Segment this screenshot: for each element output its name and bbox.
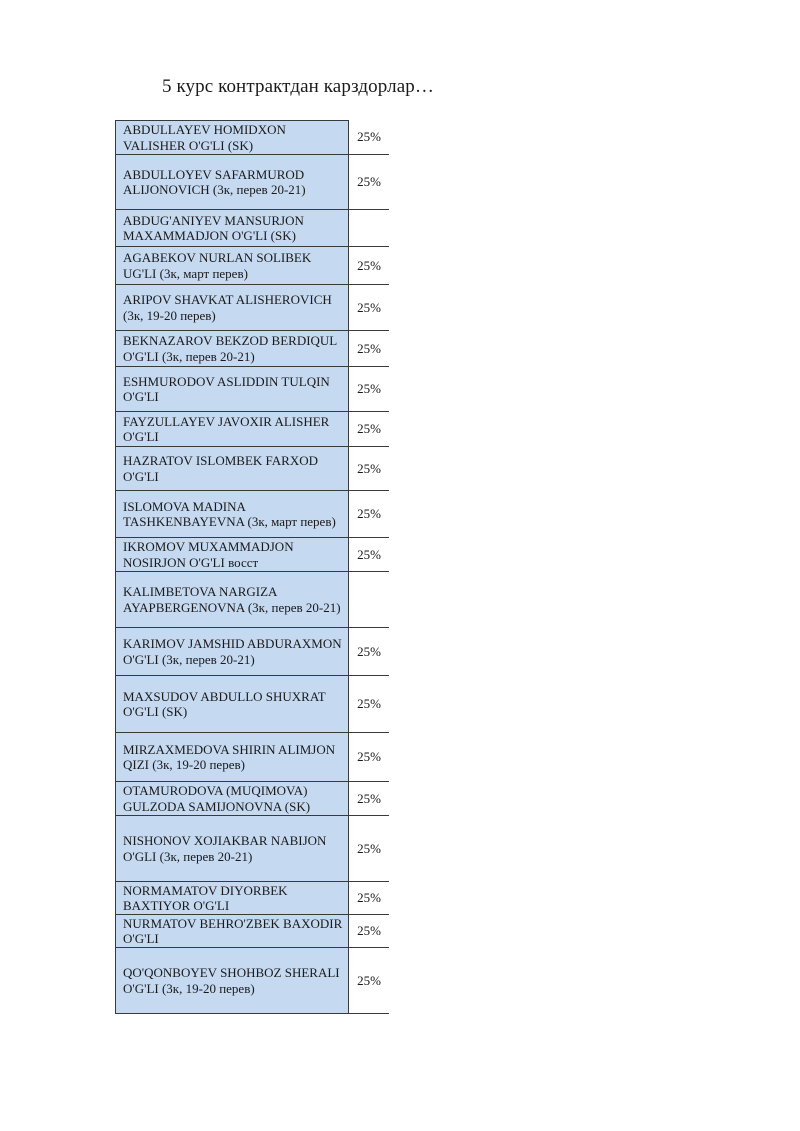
student-name-cell: ISLOMOVA MADINA TASHKENBAYEVNA (3к, март перев): [116, 491, 349, 538]
table-row: [116, 491, 390, 538]
student-name-cell: ARIPOV SHAVKAT ALISHEROVICH (3к, 19-20 перев): [116, 285, 349, 331]
table-row: [116, 628, 390, 676]
percent-cell: 25%: [349, 882, 390, 915]
table-row: [116, 538, 390, 572]
table-row: [116, 882, 390, 915]
table-row: [116, 948, 390, 1014]
table-row: [116, 676, 390, 733]
student-name-cell: ABDULLOYEV SAFARMUROD ALIJONOVICH (3к, перев 20-21): [116, 155, 349, 210]
percent-cell: 25%: [349, 491, 390, 538]
page-title: 5 курс контрактдан карздорлар…: [162, 76, 434, 97]
percent-cell: 25%: [349, 331, 390, 367]
percent-cell: 25%: [349, 915, 390, 948]
table-row: [116, 155, 390, 210]
table-row: [116, 121, 390, 155]
student-name-cell: BEKNAZAROV BEKZOD BERDIQUL O'G'LI (3к, перев 20-21): [116, 331, 349, 367]
percent-cell: 25%: [349, 285, 390, 331]
percent-cell: 25%: [349, 538, 390, 572]
percent-cell: 25%: [349, 412, 390, 447]
table-row: [116, 412, 390, 447]
table-row: [116, 247, 390, 285]
student-name-cell: QO'QONBOYEV SHOHBOZ SHERALI O'G'LI (3к, 19-20 перев): [116, 948, 349, 1014]
percent-cell: 25%: [349, 948, 390, 1014]
percent-cell: 25%: [349, 155, 390, 210]
percent-cell: 25%: [349, 447, 390, 491]
table-row: [116, 447, 390, 491]
percent-cell: 25%: [349, 367, 390, 412]
percent-cell: 25%: [349, 628, 390, 676]
percent-cell: 25%: [349, 782, 390, 816]
percent-cell: 25%: [349, 733, 390, 782]
student-name-cell: ABDUG'ANIYEV MANSURJON MAXAMMADJON O'G'LI (SK): [116, 210, 349, 247]
table-row: [116, 285, 390, 331]
student-name-cell: AGABEKOV NURLAN SOLIBEK UG'LI (3к, март перев): [116, 247, 349, 285]
table-row: [116, 331, 390, 367]
student-name-cell: IKROMOV MUXAMMADJON NOSIRJON O'G'LI восст: [116, 538, 349, 572]
table-row: [116, 210, 390, 247]
student-name-cell: KARIMOV JAMSHID ABDURAXMON O'G'LI (3к, перев 20-21): [116, 628, 349, 676]
percent-cell: 25%: [349, 121, 390, 155]
student-name-cell: MAXSUDOV ABDULLO SHUXRAT O'G'LI (SK): [116, 676, 349, 733]
table-row: [116, 733, 390, 782]
student-name-cell: OTAMURODOVA (MUQIMOVA) GULZODA SAMIJONOVNA (SK): [116, 782, 349, 816]
percent-cell: 25%: [349, 816, 390, 882]
percent-cell: 25%: [349, 676, 390, 733]
percent-cell: [349, 210, 390, 247]
student-name-cell: MIRZAXMEDOVA SHIRIN ALIMJON QIZI (3к, 19-20 перев): [116, 733, 349, 782]
student-name-cell: NORMAMATOV DIYORBEK BAXTIYOR O'G'LI: [116, 882, 349, 915]
table-row: [116, 816, 390, 882]
percent-cell: [349, 572, 390, 628]
debtors-table: [115, 120, 389, 1014]
student-name-cell: NURMATOV BEHRO'ZBEK BAXODIR O'G'LI: [116, 915, 349, 948]
table-row: [116, 782, 390, 816]
student-name-cell: KALIMBETOVA NARGIZA AYAPBERGENOVNA (3к, перев 20-21): [116, 572, 349, 628]
student-name-cell: FAYZULLAYEV JAVOXIR ALISHER O'G'LI: [116, 412, 349, 447]
table-row: [116, 915, 390, 948]
student-name-cell: NISHONOV XOJIAKBAR NABIJON O'GLI (3к, перев 20-21): [116, 816, 349, 882]
table-row: [116, 572, 390, 628]
student-name-cell: ABDULLAYEV HOMIDXON VALISHER O'G'LI (SK): [116, 121, 349, 155]
table-row: [116, 367, 390, 412]
student-name-cell: ESHMURODOV ASLIDDIN TULQIN O'G'LI: [116, 367, 349, 412]
student-name-cell: HAZRATOV ISLOMBEK FARXOD O'G'LI: [116, 447, 349, 491]
percent-cell: 25%: [349, 247, 390, 285]
